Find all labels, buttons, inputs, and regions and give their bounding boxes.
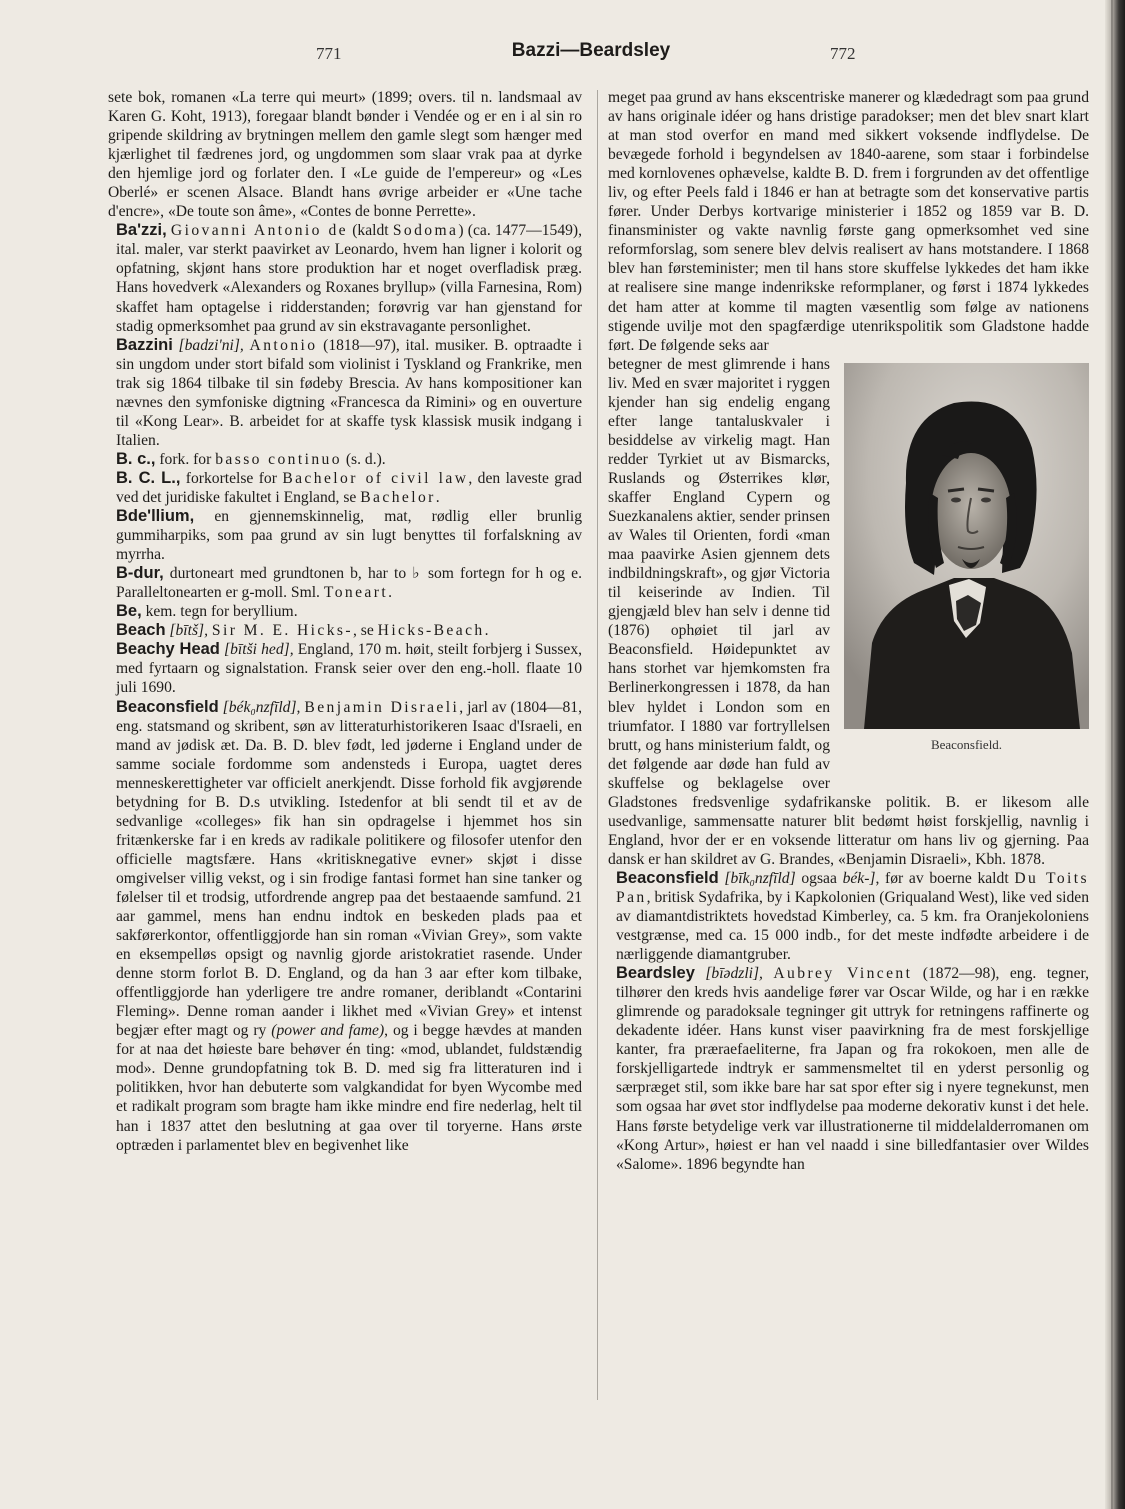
dictionary-entry — [108, 507, 582, 564]
entry-headword: Beachy Head — [116, 640, 220, 659]
entry-text: . — [484, 622, 489, 640]
entry-text: ) (ca. 1477—1549), ital. maler, var sterkt paavirket av Leonardo, hvem han ligner i kolorit og opfatning, skjønt hans store produktion har et noget overfladisk præg. Hans hovedverk «Alexanders og Roxanes bryllup» (villa Farnesina, Rom) skaffet ham optagelse i ridderstanden; forøvrig var han gjenstand for stadig opmerksomhet paa grund av sin ekstravagante personlighet. — [116, 222, 583, 335]
portrait-image — [844, 363, 1089, 729]
entry-text: . — [388, 584, 392, 602]
entry-headword: B. c., — [116, 449, 156, 468]
dictionary-entry — [108, 336, 582, 450]
dictionary-entry — [108, 698, 582, 1155]
entry-headword: B-dur, — [116, 564, 164, 583]
entry-text: durtoneart med grundtonen b, har to ♭ som fortegn for h og e. Paralleltonearten er g-moll. Sml. — [116, 565, 582, 602]
entry-headword: Beaconsfield — [116, 697, 219, 716]
entry-text: Bachelor of civil law — [282, 469, 469, 487]
entry-text: Bachelor — [360, 488, 436, 506]
photo-caption: Beaconsfield. — [930, 736, 1003, 752]
entry-text: Benjamin Disraeli — [304, 698, 460, 716]
entry-pronunciation: [bék₀nzfīld], — [218, 698, 305, 716]
entry-pronunciation: [bīk₀nzfīld] — [718, 869, 802, 887]
entry-text: (1818—97), ital. musiker. B. optraadte i sin ungdom under stort bifald som violinist i Tyskland og Frankrike, men trak sig 1864 tilbake til sin fødeby Brescia. Av hans kompositioner kan nævnes den symfoniske digtning «Francesca da Rimini» og en ouverture til «Kong Lear». B. arbeidet for at skaffe tysk klassisk musik indgang i Italien. — [116, 336, 582, 449]
entry-text: forkortelse for — [180, 469, 283, 487]
entry-text: basso continuo — [215, 450, 342, 468]
page-number-left: 771 — [316, 44, 342, 63]
dictionary-entry — [108, 640, 582, 697]
dictionary-entry — [108, 88, 582, 221]
entry-text: Hicks-Beach — [377, 622, 485, 640]
entry-text: , se — [352, 622, 378, 640]
entry-headword: Bazzini — [116, 335, 173, 354]
entry-headword: Beaconsfield — [616, 868, 719, 887]
column-divider — [597, 90, 598, 1400]
dictionary-entry — [108, 469, 582, 507]
entry-text: Aubrey Vincent — [773, 965, 913, 983]
left-column — [108, 88, 582, 1155]
continued-text: meget paa grund av hans ekscentriske manerer og klædedragt som paa grund av hans originale idéer og hans dristige paradokser; men det blev snart klart at man stod overfor en mand med sikkert voksende indflydelse. De bevægede forhold i begyndelsen av 1840-aarene, som staar i forbindelse med kornlovenes ophævelse, kaldte B. D. frem i forgrunden av det offentlige liv, og efter Peels fald i 1846 er han at betragte som det konservative partis fører. Under Derbys kortvarige ministerier i 1852 og 1859 var B. D. finansminister og vakte navnlig første gang opmerksomhet ved sine reformforslag, som senere blev delvis realisert av hans motstandere. I 1868 blev han førsteminister; men til hans store skuffelse lykkedes det ham ikke at realisere sine mange indenrikske reformplaner, og først i 1874 lykkedes det ham atter at komme til magten væsentlig som følge av nationens stigende uvilje mot den spagfærdige utenrikspolitik som Gladstone hadde ført. De følgende seks aar — [608, 89, 1089, 354]
entry-text: (kaldt — [348, 222, 393, 240]
entry-text: Antonio — [249, 336, 318, 354]
dictionary-entry — [108, 602, 582, 621]
entry-text: kem. tegn for beryllium. — [141, 603, 298, 621]
entry-text: . — [435, 488, 440, 506]
entry-text: , før av boerne kaldt — [875, 869, 1015, 887]
figure-beaconsfield — [844, 363, 1089, 773]
entry-pronunciation: [badzi'ni], — [172, 336, 250, 354]
entry-pronunciation: (power and fame) — [271, 1022, 385, 1040]
entry-text: Sir M. E. Hicks- — [211, 622, 353, 640]
page-number-right: 772 — [830, 44, 856, 63]
entry-pronunciation: bék-] — [842, 869, 876, 887]
dictionary-entry — [108, 450, 582, 469]
running-header — [0, 40, 1125, 68]
entry-headword: Bde'llium, — [116, 507, 195, 526]
entry-text: Sodoma — [392, 222, 459, 240]
entry-headword: Beach — [116, 621, 166, 640]
entry-headword: Beardsley — [616, 964, 695, 983]
entry-pronunciation: [bītši hed], — [219, 641, 298, 659]
entry-text: Giovanni Antonio de — [170, 222, 348, 240]
entry-pronunciation: [bīədzli], — [694, 965, 774, 983]
right-column — [608, 88, 1089, 1174]
entry-text: , og i begge hævdes at manden for at naa det høieste bare behøver én ting: «mod, ublandet, fuldstændig mod». Denne grundopfatning tok B. D. med sig fra litteraturen ind i politikken, hvor han debuterte som valgkandidat for byen Wycombe med et radikalt program som bragte ham ikke mindre end fire nederlag, helt til han i 1837 attet den beslutning at gaa over til toryerne. Hans ørste optræden i parlamentet blev en begivenhet like — [116, 1022, 582, 1154]
entry-pronunciation: [bītš], — [165, 622, 212, 640]
dictionary-entry — [608, 964, 1089, 1174]
entry-text: en gjennemskinnelig, mat, rødlig eller brunlig gummiharpiks, som paa grund av sin lugt benyttes til forfalskning av myrrha. — [116, 508, 582, 564]
entry-text: , britisk Sydafrika, by i Kapkolonien (Griqualand West), like ved siden av diamantdistriktets hovedstad Kimberley, ca. 5 km. fra Oranjekoloniens vestgrænse, med ca. 15 000 indb., for det meste indfødte arbeidere i de nærliggende diamantgruber. — [616, 888, 1089, 964]
dictionary-entry — [108, 221, 582, 335]
entry-text: England, 170 m. høit, steilt forbjerg i Sussex, med fyrtaarn og signalstation. Fransk seier over den eng.-holl. flaate 10 juli 1690. — [116, 641, 583, 697]
book-edge-line — [1111, 0, 1113, 1509]
entry-headword: Be, — [116, 602, 142, 621]
running-title: Bazzi—Beardsley — [511, 40, 671, 61]
entry-headword: B. C. L., — [116, 468, 181, 487]
portrait-photo — [844, 363, 1089, 729]
dictionary-entry — [608, 869, 1089, 964]
entry-text: Toneart — [323, 584, 389, 602]
entry-headword: Ba'zzi, — [116, 221, 167, 240]
wrapped-text: betegner de mest glimrende i hans liv. Med en svær majoritet i ryggen kjender han sig endelig engang efter lange tantaluskvaler i besiddelse av virkelig magt. Han redder Tyrkiet ut av Bismarcks, Ruslands og Østerrikes klør, skaffer England Cypern og Suezkanalens aktier, sender prinsen av Wales til Orienten, fordi «man maa paavirke Asien gjennem dets indbildningskraft», og gjør Victoria til keiserinde av Indien. Til gjengjæld blev han selv i denne tid (1876) ophøiet til jarl av Beaconsfield. Høidepunktet av hans storhet var hjemkomsten fra Berlinerkongressen i 1878, da han blev hyldet i London som en triumfator. I 1880 var fortryllelsen brutt, og hans ministerium faldt, og det følgende aar døde han fuld av skuffelse og beklagelse over Gladstones fredsvenlige sydafrikanske politik. B. er likesom alle usedvanlige, sammensatte naturer blit bedømt høist forskjellig, navnlig i England, hvor der er en voksende litteratur om hans liv og gjerning. Paa dansk er han skildret av G. Brandes, «Benjamin Disraeli», Kbh. 1878. — [608, 355, 1089, 868]
entry-text: fork. for — [155, 450, 216, 468]
entry-text: , jarl av (1804—81, eng. statsmand og skribent, søn av litteraturhistorikeren Isaac d'Israeli, en mand av jødisk æt. Da. B. D. blev født, led jøderne i England under de samme sociale fordomme som andensteds i Europa, uagtet deres menneskerettigheter var officielt anerkjendt. Disse forhold fik avgjørende betydning for B. D.s utvikling. Istedenfor at bli sendt til et av de sedvanlige «colleges» fik han sin opdragelse i hjemmet hos sin fritænkerske far i en kreds av radikale politikere og filosofer utenfor den officielle magtsfære. Hans «kritisknegative evner» skjøt i disse omgivelser villig vekst, og i sin frodige fantasi formet han sine tanker og følelser til et trodsig, utfordrende angrep paa det bestaaende samfund. 21 aar gammel, mens han endnu indtok en beskeden plads paa et sakførerkontor, offentliggjorde han sin roman «Vivian Grey», som vakte en eksempelløs opsigt og navnlig gjorde aristokratiet rasende. Under denne storm forlot B. D. England, og da han 3 aar efter kom tilbake, offentliggjorde han yderligere tre andre romaner, deriblandt «Contarini Fleming». Denne roman aander i likhet med «Vivian Grey» et intenst begjær efter magt og ry — [116, 698, 582, 1040]
entry-text: , den laveste grad ved det juridiske fakultet i England, se — [116, 469, 582, 506]
entry-text: ogsaa — [801, 869, 843, 887]
entry-text: (s. d.). — [341, 450, 386, 468]
entry-text: Du Toits Pan — [616, 869, 1089, 906]
entry-text: sete bok, romanen «La terre qui meurt» (1899; overs. til n. landsmaal av Karen G. Koht, 1913), foregaar blandt bønder i Vendée og er en i al sin ro gripende skildring av brytningen mellem den gamle slegt som hænger med kjærlighet til fædrenes jord, og ungdommen som slaar vrak paa at dyrke den hjemlige jord og forlater den. I «Le guide de l'empereur» og «Les Oberlé» er scenen Alsace. Blandt hans øvrige arbeider er «Une tache d'encre», «De toute son âme», «Contes de bonne Perrette». — [108, 89, 582, 221]
book-edge-shadow — [1105, 0, 1125, 1509]
dictionary-entry — [108, 564, 582, 602]
dictionary-entry — [108, 621, 582, 640]
entry-text: (1872—98), eng. tegner, tilhører den kreds hvis aandelige fører var Oscar Wilde, og har i en række glimrende og paradoksale tegninger git uttryk for retningens raffinerte og dekadente idéer. Hans kunst viser paavirkning fra de mest forskjellige kanter, fra præraefaeliterne, fra Japan og fra rokokoen, men alle de forskjelligartede indtryk er sammensmeltet til en yderst personlig og særpræget stil, som ikke bare har sat spor efter sig i nyere tegnekunst, men som ogsaa har øvet stor indflydelse paa moderne dekorativ kunst i det hele. Hans første betydelige verk var illustrationerne til middelalderromanen om «Kong Artur», høiest er han vel naadd i sine billedfantasier over Wildes «Salome». 1896 begyndte han — [616, 965, 1089, 1173]
